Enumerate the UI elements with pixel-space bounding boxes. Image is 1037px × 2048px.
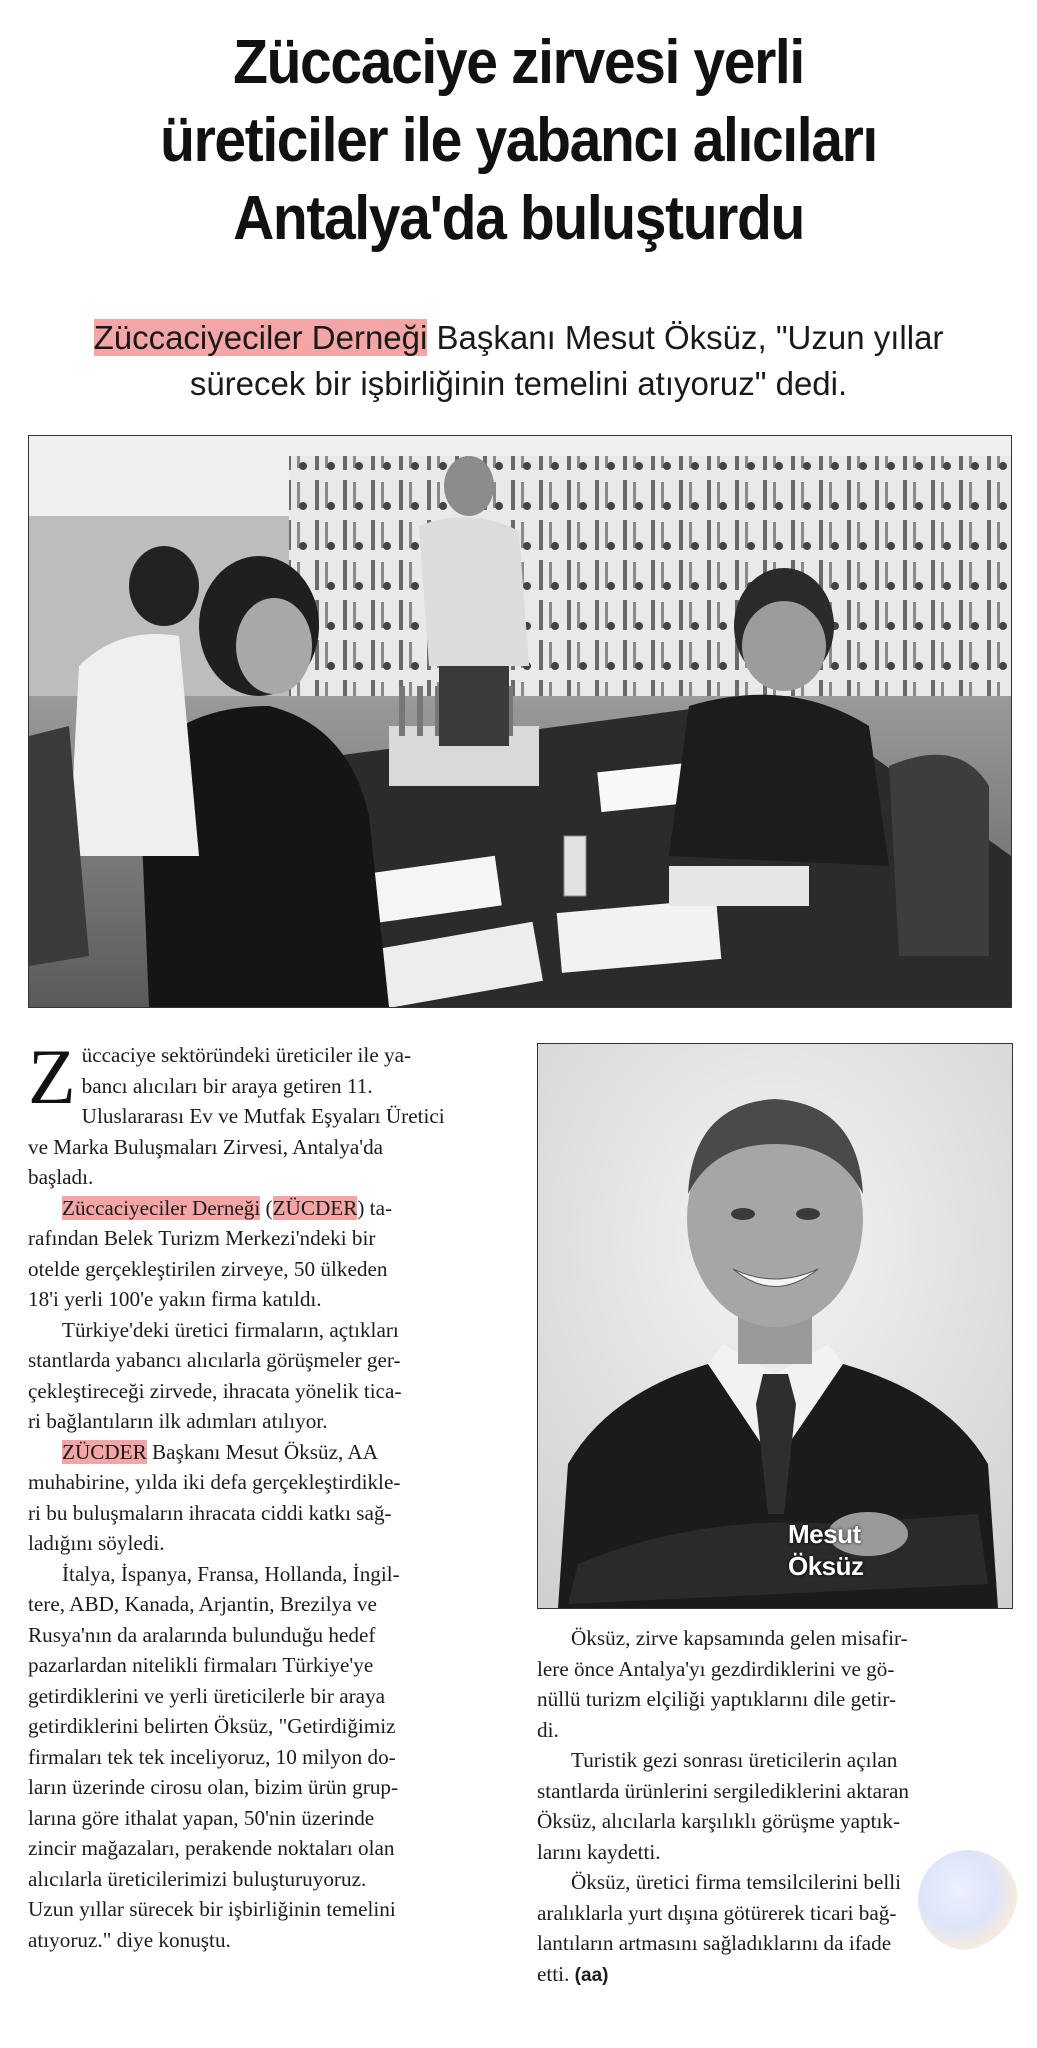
agency-signoff: (aa) [574, 1964, 609, 1986]
text-line: atıyoruz." diye konuştu. [28, 1927, 231, 1952]
paragraph-1 [28, 1033, 508, 1193]
paragraph-3-cont [28, 1345, 508, 1437]
text-line: ri bağlantıların ilk adımları atılıyor. [28, 1409, 328, 1433]
text-line: otelde gerçekleştirilen zirveye, 50 ülkeden [28, 1256, 388, 1281]
text-fragment: ( [260, 1195, 273, 1220]
watermark-stamp [918, 1850, 1018, 1950]
caption-last-name: Öksüz [788, 1551, 864, 1581]
text-fragment: ) ta- [357, 1195, 393, 1220]
subhead-line-1-rest: Başkanı Mesut Öksüz, "Uzun yıllar [427, 319, 944, 356]
text-line: çekleştireceği zirvede, ihracata yönelik tica- [28, 1378, 402, 1403]
text-line: stantlarda ürünlerini sergilediklerini aktaran [537, 1778, 910, 1803]
text-line: lere önce Antalya'yı gezdirdiklerini ve gö- [537, 1656, 895, 1681]
text-fragment: etti. [537, 1961, 575, 1986]
text-line: İtalya, İspanya, Fransa, Hollanda, İngil- [62, 1561, 400, 1586]
paragraph-5 [28, 1559, 508, 1590]
paragraph-4 [28, 1437, 508, 1468]
text-line: rafından Belek Turizm Merkezi'ndeki bir [28, 1226, 376, 1250]
text-line: zincir mağazaları, perakende noktaları olan [28, 1836, 395, 1860]
headline [41, 24, 995, 258]
paragraph-3 [28, 1315, 508, 1346]
text-line: ların üzerinde cirosu olan, bizim ürün grup- [28, 1775, 399, 1799]
text-line [28, 1193, 508, 1224]
text-line: üccaciye sektöründeki üreticiler ile ya- [81, 1043, 412, 1067]
subheadline-line-1 [0, 315, 1037, 361]
article-body-left [28, 1033, 508, 1955]
text-line: Öksüz, alıcılarla karşılıklı görüşme yaptık- [537, 1809, 901, 1833]
right-paragraph-2-cont [537, 1776, 1011, 1868]
text-line: ve Marka Buluşmaları Zirvesi, Antalya'da [28, 1134, 384, 1159]
text-line: larını kaydetti. [537, 1839, 661, 1864]
text-line [28, 1437, 508, 1468]
text-line: Öksüz, zirve kapsamında gelen misafir- [571, 1626, 908, 1650]
text-line [537, 1959, 1011, 1992]
text-line: lantıların artmasını sağladıklarını da ifade [537, 1931, 892, 1955]
text-line: muhabirine, yılda iki defa gerçekleştirdikle- [28, 1470, 401, 1494]
paragraph-2 [28, 1193, 508, 1224]
paragraph-5-cont [28, 1589, 508, 1955]
text-line: bancı alıcıları bir araya getiren 11. [81, 1073, 373, 1098]
right-paragraph-2 [537, 1745, 1011, 1776]
exhibition-photo-graphic [29, 436, 1011, 1007]
paragraph-2-cont [28, 1223, 508, 1315]
text-line: Uluslararası Ev ve Mutfak Eşyaları Üretici [81, 1104, 445, 1128]
text-line: ladığını söyledi. [28, 1531, 165, 1555]
highlight-association: Züccaciyeciler Derneği [62, 1195, 261, 1220]
subheadline [0, 315, 1037, 407]
caption-first-name: Mesut [788, 1519, 861, 1549]
right-paragraph-1-cont [537, 1654, 1011, 1746]
portrait-photo-graphic [538, 1044, 1012, 1608]
text-line: 18'i yerli 100'e yakın firma katıldı. [28, 1287, 322, 1311]
right-paragraph-1 [537, 1623, 1011, 1654]
text-line: larına göre ithalat yapan, 50'nin üzerinde [28, 1805, 375, 1830]
highlight-zucder: ZÜCDER [272, 1195, 358, 1220]
text-line: alıcılarla üreticilerimizi buluşturuyoruz. [28, 1866, 367, 1891]
paragraph-4-cont [28, 1467, 508, 1559]
text-line: di. [537, 1717, 559, 1742]
text-line: Öksüz, üretici firma temsilcilerini belli [571, 1870, 902, 1894]
text-line: tere, ABD, Kanada, Arjantin, Brezilya ve [28, 1592, 377, 1616]
text-line: aralıklarla yurt dışına götürerek ticari bağ- [537, 1900, 897, 1925]
text-line: stantlarda yabancı alıcılarla görüşmeler ger- [28, 1348, 401, 1372]
text-line: nüllü turizm elçiliği yaptıklarını dile getir- [537, 1687, 897, 1711]
text-line: başladı. [28, 1165, 94, 1189]
text-line: getirdiklerini ve yerli üreticilerle bir araya [28, 1683, 386, 1708]
text-line: Uzun yıllar sürecek bir işbirliğinin temelini [28, 1897, 396, 1921]
portrait-caption [788, 1518, 864, 1582]
text-line: getirdiklerini belirten Öksüz, "Getirdiğimiz [28, 1714, 396, 1738]
portrait-photo [537, 1043, 1013, 1609]
text-line: firmaları tek tek inceliyoruz, 10 milyon do- [28, 1744, 396, 1769]
text-line: ri bu buluşmaların ihracata ciddi katkı sağ- [28, 1500, 392, 1525]
headline-line-3: Antalya'da buluşturdu [233, 184, 804, 253]
highlight-zucder: ZÜCDER [62, 1439, 147, 1464]
text-line: Türkiye'deki üretici firmaların, açtıkları [62, 1317, 399, 1342]
exhibition-photo [28, 435, 1012, 1008]
text-fragment: Başkanı Mesut Öksüz, AA [146, 1439, 379, 1464]
headline-line-1: Züccaciye zirvesi yerli [233, 28, 804, 97]
headline-line-2: üreticiler ile yabancı alıcıları [160, 106, 877, 175]
subheadline-line-2: sürecek bir işbirliğinin temelini atıyoruz" dedi. [189, 365, 848, 402]
subhead-highlight: Züccaciyeciler Derneği [93, 319, 428, 356]
drop-cap: Z [28, 1033, 76, 1120]
text-line: Rusya'nın da aralarında bulunduğu hedef [28, 1622, 376, 1647]
text-line: pazarlardan nitelikli firmaları Türkiye'ye [28, 1653, 374, 1677]
text-line: Turistik gezi sonrası üreticilerin açılan [571, 1748, 898, 1772]
